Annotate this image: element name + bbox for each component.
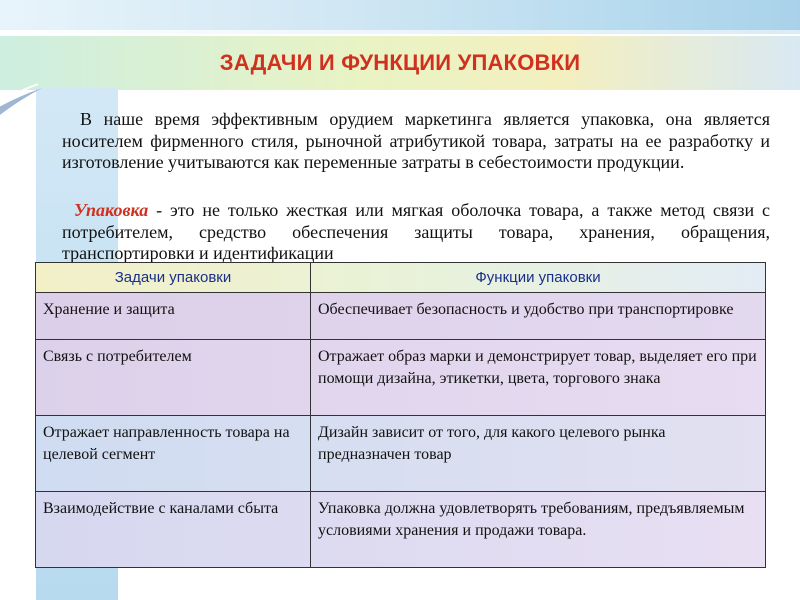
- table-header-row: [36, 263, 766, 293]
- table-row: [36, 415, 766, 491]
- task-cell: Хранение и защита: [36, 293, 311, 340]
- function-cell: Дизайн зависит от того, для какого целевого рынка предназначен товар: [311, 415, 766, 491]
- top-decor-band: [0, 0, 800, 34]
- intro-paragraph: В наше время эффективным орудием маркетинга является упаковка, она является носителем фирменного стиля, рыночной атрибутикой товара, затраты на ее разработку и изготовление учитываются как переменные затраты в себестоимости продукции.: [62, 109, 770, 172]
- definition-text: - это не только жесткая или мягкая оболочка товара, а также метод связи с потребителем, средство обеспечения защиты товара, хранения, обращения, транспортировки и идентификации: [62, 200, 770, 262]
- highlighted-term: Упаковка: [74, 200, 149, 220]
- table-row: [36, 339, 766, 415]
- task-cell: Связь с потребителем: [36, 339, 311, 415]
- table-row: [36, 491, 766, 567]
- task-cell: Взаимодействие с каналами сбыта: [36, 491, 311, 567]
- swoosh-decoration: [0, 80, 44, 120]
- task-cell: Отражает направленность товара на целевой сегмент: [36, 415, 311, 491]
- definition-paragraph: [62, 200, 770, 262]
- tasks-functions-table: [35, 262, 766, 568]
- function-cell: Отражает образ марки и демонстрирует товар, выделяет его при помощи дизайна, этикетки, цвета, торгового знака: [311, 339, 766, 415]
- top-decor-stripe: [0, 30, 800, 34]
- function-cell: Упаковка должна удовлетворять требованиям, предъявляемым условиями хранения и продажи товара.: [311, 491, 766, 567]
- slide-title: ЗАДАЧИ И ФУНКЦИИ УПАКОВКИ: [219, 50, 581, 75]
- header-functions: Функции упаковки: [311, 263, 766, 293]
- header-tasks: Задачи упаковки: [36, 263, 311, 293]
- table-row: [36, 293, 766, 340]
- function-cell: Обеспечивает безопасность и удобство при транспортировке: [311, 293, 766, 340]
